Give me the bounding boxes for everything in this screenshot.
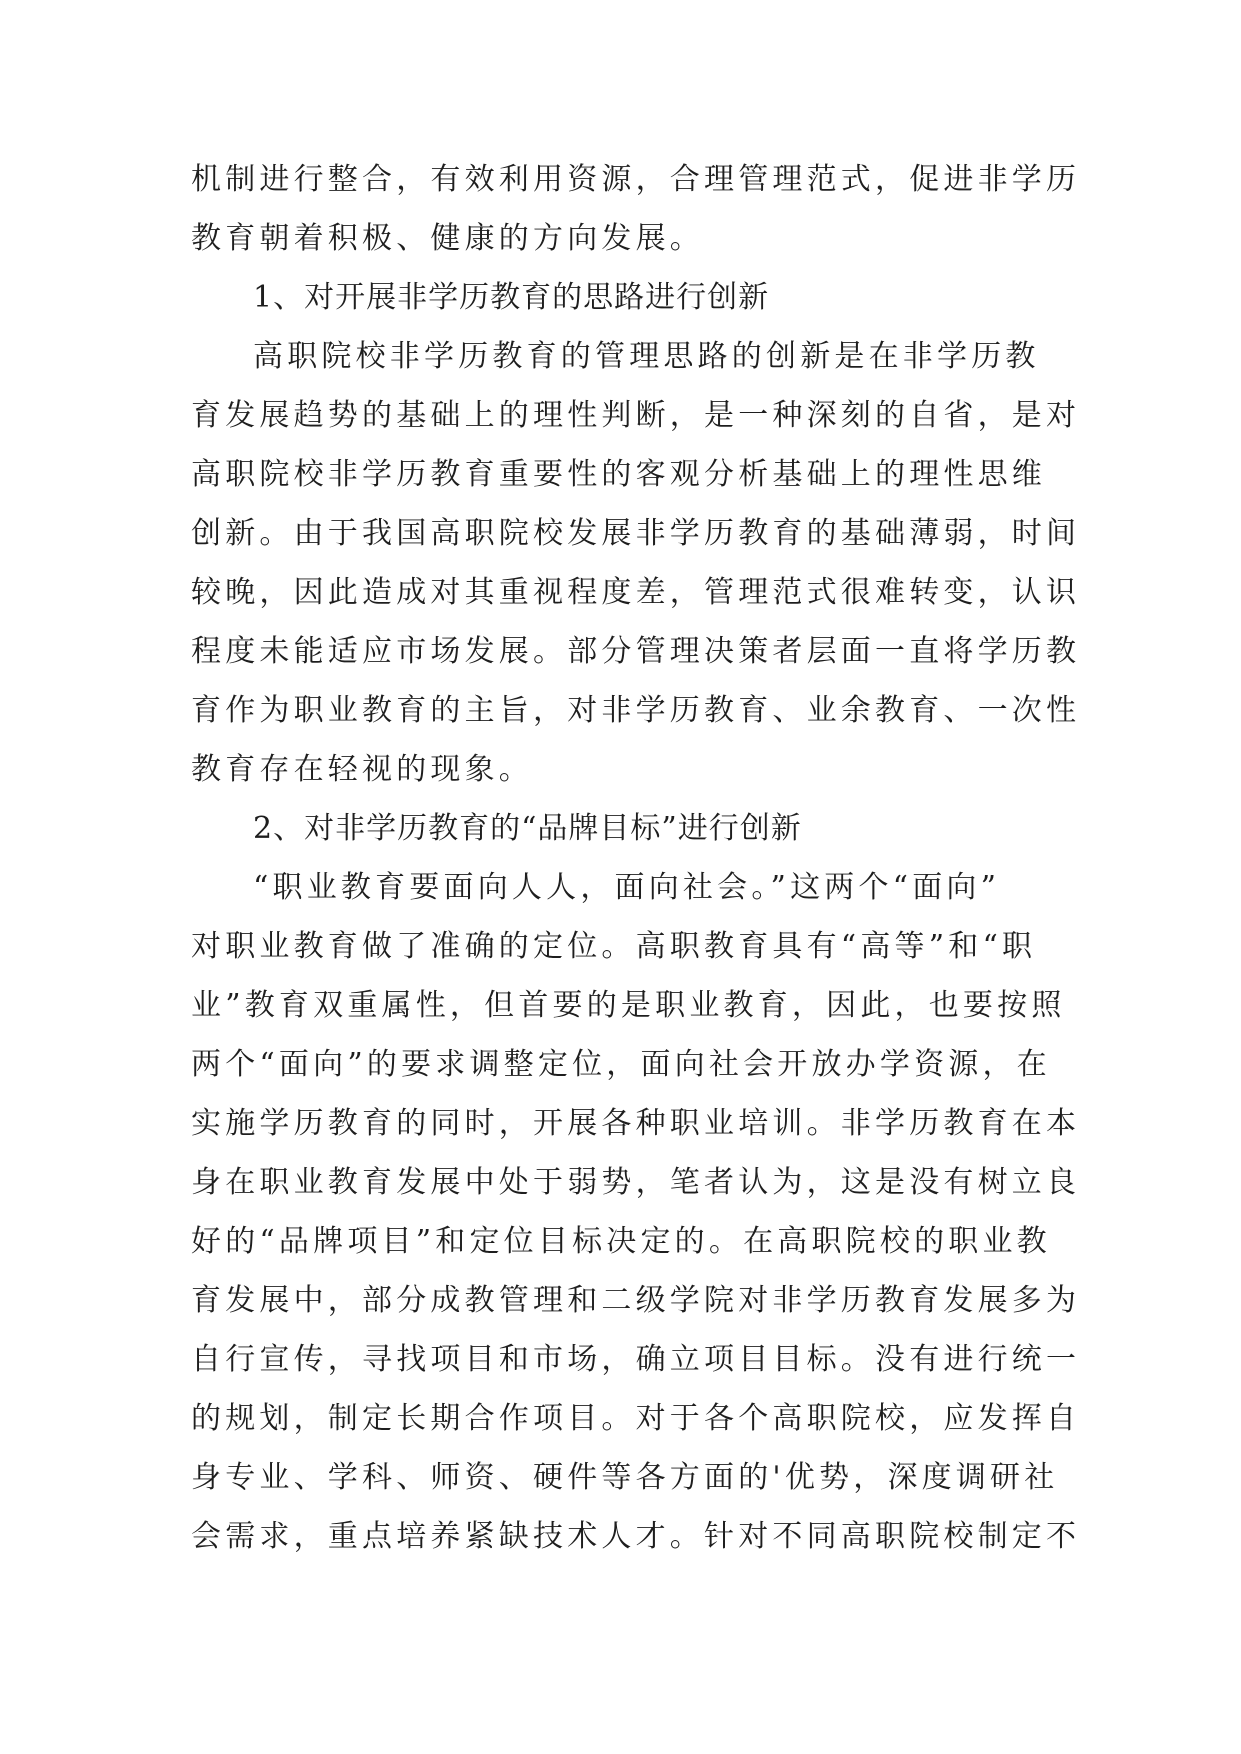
text-line: 身在职业教育发展中处于弱势，笔者认为，这是没有树立良 [191, 1165, 1081, 1200]
section-heading: 2、对非学历教育的“品牌目标”进行创新 [253, 811, 802, 846]
text-line: 实施学历教育的同时，开展各种职业培训。非学历教育在本 [191, 1106, 1081, 1141]
text-line: 业”教育双重属性，但首要的是职业教育，因此，也要按照 [191, 988, 1066, 1023]
text-line: 两个“面向”的要求调整定位，面向社会开放办学资源，在 [191, 1047, 1051, 1082]
text-line: 身专业、学科、师资、硬件等各方面的'优势，深度调研社 [191, 1460, 1059, 1495]
text-line: 育发展趋势的基础上的理性判断，是一种深刻的自省，是对 [191, 398, 1081, 433]
paragraph-start-line: “职业教育要面向人人，面向社会。”这两个“面向” [253, 870, 1001, 905]
text-line: 创新。由于我国高职院校发展非学历教育的基础薄弱，时间 [191, 516, 1081, 551]
text-line: 机制进行整合，有效利用资源，合理管理范式，促进非学历 [191, 162, 1081, 197]
text-line: 育发展中，部分成教管理和二级学院对非学历教育发展多为 [191, 1283, 1081, 1318]
text-line: 会需求，重点培养紧缺技术人才。针对不同高职院校制定不 [191, 1519, 1081, 1554]
text-line: 教育存在轻视的现象。 [191, 752, 533, 787]
section-heading: 1、对开展非学历教育的思路进行创新 [253, 280, 770, 315]
text-line: 自行宣传，寻找项目和市场，确立项目目标。没有进行统一 [191, 1342, 1081, 1377]
text-line: 的规划，制定长期合作项目。对于各个高职院校，应发挥自 [191, 1401, 1081, 1436]
text-line: 育作为职业教育的主旨，对非学历教育、业余教育、一次性 [191, 693, 1081, 728]
text-line: 好的“品牌项目”和定位目标决定的。在高职院校的职业教 [191, 1224, 1051, 1259]
text-line: 程度未能适应市场发展。部分管理决策者层面一直将学历教 [191, 634, 1081, 669]
text-line: 对职业教育做了准确的定位。高职教育具有“高等”和“职 [191, 929, 1037, 964]
paragraph-start-line: 高职院校非学历教育的管理思路的创新是在非学历教 [253, 339, 1040, 374]
document-body [191, 150, 1081, 1566]
text-line: 高职院校非学历教育重要性的客观分析基础上的理性思维 [191, 457, 1046, 492]
text-line: 教育朝着积极、健康的方向发展。 [191, 221, 704, 256]
text-line: 较晚，因此造成对其重视程度差，管理范式很难转变，认识 [191, 575, 1081, 610]
